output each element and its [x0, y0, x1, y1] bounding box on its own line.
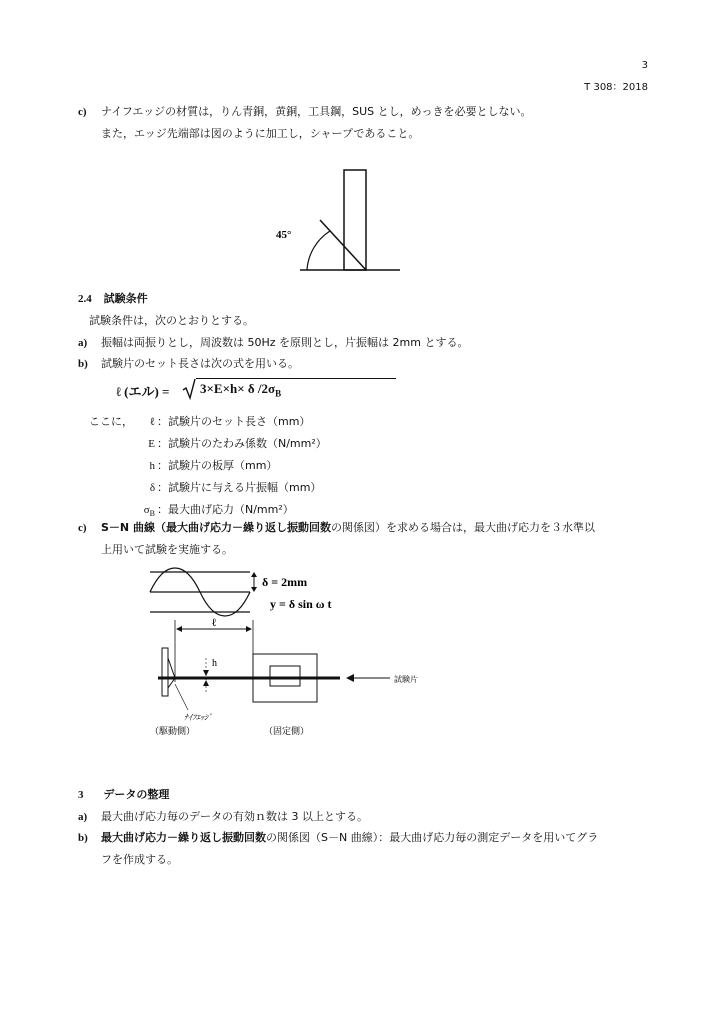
item-c-sn-label: c): [78, 522, 87, 534]
where-label: ここに，: [89, 415, 133, 428]
section-3-item-b-line1: [101, 830, 598, 846]
set-length-intro: 試験片のセット長さは次の式を用いる。: [101, 357, 299, 370]
section-3-item-b-line2: フを作成する。: [101, 853, 178, 866]
def-symbol-e: E: [148, 438, 155, 450]
section-2-4-title: 試験条件: [103, 292, 148, 305]
def-text-delta: ：試験片に与える片振幅（mm）: [157, 481, 322, 494]
section-2-4-intro: 試験条件は，次のとおりとする。: [89, 314, 254, 327]
knife-material-line2: また，エッジ先端部は図のように加工し，シャープであること。: [101, 127, 420, 140]
def-text-h: ：試験片の板厚（mm）: [157, 459, 278, 472]
delta-label: δ = 2mm: [262, 575, 308, 589]
def-symbol-delta: δ: [149, 482, 155, 494]
sqrt-sign: [182, 378, 196, 400]
thickness-label: h: [212, 658, 217, 669]
def-symbol-h: h: [149, 460, 155, 472]
section-3-item-a-text: 最大曲げ応力毎のデータの有効ｎ数は 3 以上とする。: [101, 810, 368, 823]
formula-sub: B: [275, 388, 282, 399]
section-2-4-number: 2.4: [78, 293, 92, 305]
def-text-l: ：試験片のセット長さ（mm）: [157, 415, 311, 428]
length-label: ℓ: [212, 617, 217, 629]
test-setup-figure: [140, 562, 430, 742]
sn-curve-line2: 上用いて試験を実施する。: [101, 543, 233, 556]
sn-curve-line1: [101, 520, 595, 536]
section-3-item-b-label: b): [78, 832, 88, 844]
document-id: T 308：2018: [584, 82, 648, 93]
fixed-side-label: （固定側）: [264, 726, 310, 736]
amplitude-condition: 振幅は両振りとし，周波数は 50Hz を原則とし，片振幅は 2mm とする。: [101, 336, 469, 349]
sn-bold: 最大曲げ応力－繰り返し振動回数: [165, 521, 331, 534]
page-number: 3: [641, 60, 648, 71]
section-3-item-b-bold: 最大曲げ応力－繰り返し振動回数: [101, 831, 266, 844]
def-text-sigma: ：最大曲げ応力（N/mm²）: [157, 503, 294, 516]
section-2-4-heading: [78, 291, 148, 307]
knife-edge-figure: [270, 165, 410, 275]
section-3-number: 3: [78, 789, 84, 801]
section-3-item-a-label: a): [78, 811, 88, 823]
angle-label: 45°: [276, 229, 292, 241]
specimen-label: 試験片: [394, 675, 418, 684]
item-b-label: b): [78, 358, 88, 370]
knife-edge-label: ﾅｲﾌｴｯｼﾞ: [184, 713, 212, 722]
def-symbol-sigma-sub: B: [149, 509, 155, 519]
sn-suffix: の関係図）を求める場合は，最大曲げ応力を３水準以: [330, 521, 595, 534]
section-3-title: データの整理: [103, 788, 170, 801]
item-c-label: c): [78, 106, 87, 118]
formula-radicand: [200, 381, 281, 399]
wave-equation: y = δ sin ω t: [270, 597, 332, 611]
formula-radicand-text: 3×E×h× δ /2σ: [200, 381, 276, 396]
formula-lhs: ℓ (エル) =: [116, 384, 170, 399]
section-3-heading: [78, 787, 169, 803]
def-symbol-l: ℓ: [149, 416, 155, 428]
sn-prefix: S－N 曲線（: [101, 521, 166, 534]
def-text-e: ：試験片のたわみ係数（N/mm²）: [157, 437, 327, 450]
section-3-item-b-suffix: の関係図（S－N 曲線）：最大曲げ応力毎の測定データを用いてグラ: [266, 831, 599, 844]
knife-material-line1: ナイフエッジの材質は，りん青銅，黄銅，工具鋼，SUS とし，めっきを必要としない。: [101, 105, 532, 118]
drive-side-label: （駆動側）: [150, 726, 196, 736]
def-symbol-sigma-char: σ: [143, 504, 150, 516]
item-a-label: a): [78, 337, 88, 349]
